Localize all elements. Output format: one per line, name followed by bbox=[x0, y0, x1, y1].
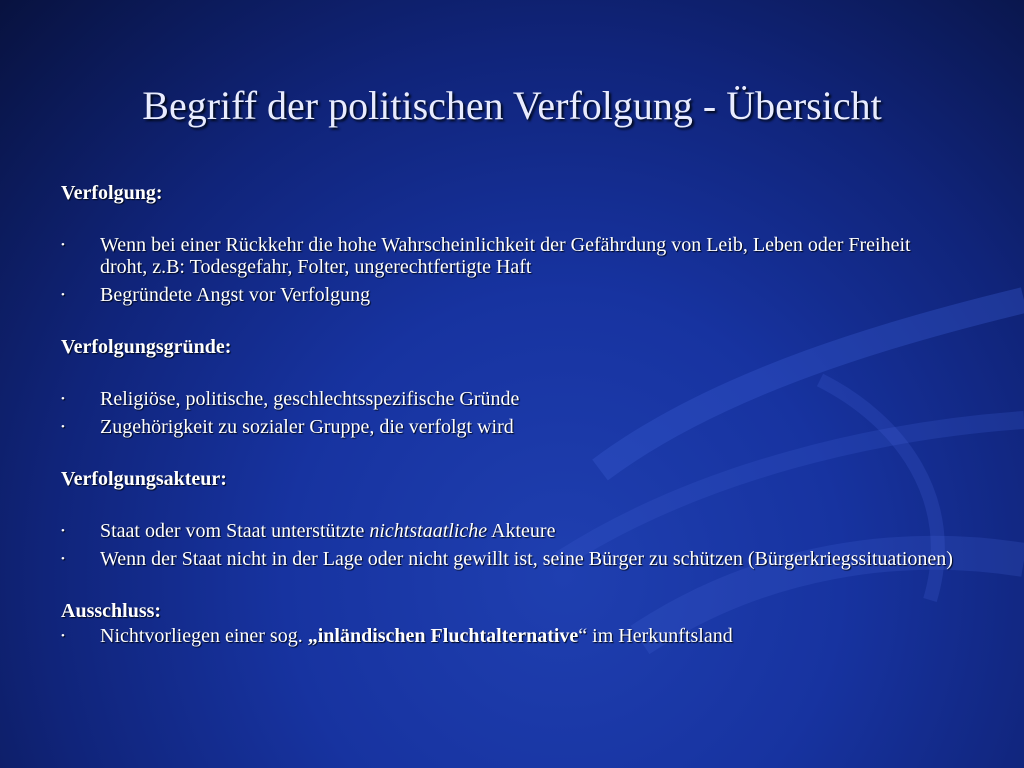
bullet-icon: • bbox=[61, 553, 65, 565]
list-item bbox=[61, 388, 961, 410]
bold-term: „inländischen Fluchtalternative bbox=[307, 625, 579, 647]
slide-title: Begriff der politischen Verfolgung - Übersicht bbox=[142, 83, 882, 128]
italic-term: nichtstaatliche bbox=[369, 520, 488, 542]
list-item-text: Wenn der Staat nicht in der Lage oder nicht gewillt ist, seine Bürger zu schützen (Bürgerkriegssituationen) bbox=[100, 548, 953, 570]
section-heading-verfolgungsakteur: Verfolgungsakteur: bbox=[61, 468, 227, 490]
list-item bbox=[61, 234, 961, 278]
bullet-icon: • bbox=[61, 421, 65, 433]
list-item bbox=[61, 284, 961, 306]
list-item bbox=[61, 548, 961, 570]
list-item-text: Religiöse, politische, geschlechtsspezifische Gründe bbox=[100, 388, 520, 410]
verfolgungsakteur-list bbox=[61, 520, 961, 570]
list-item-text: Wenn bei einer Rückkehr die hohe Wahrscheinlichkeit der Gefährdung von Leib, Leben oder Freiheit droht, z.B: Todesgefahr, Folter, ungerechtfertigte Haft bbox=[100, 234, 911, 278]
bullet-icon: • bbox=[61, 630, 65, 642]
bullet-icon: • bbox=[61, 393, 65, 405]
verfolgung-list bbox=[61, 234, 961, 306]
bullet-icon: • bbox=[61, 525, 65, 537]
section-heading-ausschluss: Ausschluss: bbox=[61, 600, 162, 622]
verfolgungsgruende-list bbox=[61, 388, 961, 438]
bullet-icon: • bbox=[61, 289, 65, 301]
list-item bbox=[61, 520, 961, 542]
list-item bbox=[61, 625, 961, 647]
section-heading-verfolgung: Verfolgung: bbox=[61, 182, 163, 204]
section-heading-verfolgungsgruende: Verfolgungsgründe: bbox=[61, 336, 232, 358]
list-item bbox=[61, 416, 961, 438]
list-item-text: Begründete Angst vor Verfolgung bbox=[100, 284, 371, 306]
list-item-text: Nichtvorliegen einer sog. „inländischen Fluchtalternative“ im Herkunftsland bbox=[100, 625, 733, 647]
slide-content bbox=[61, 182, 961, 653]
bullet-icon: • bbox=[61, 239, 65, 251]
list-item-text: Staat oder vom Staat unterstützte nichtstaatliche Akteure bbox=[100, 520, 556, 542]
list-item-text: Zugehörigkeit zu sozialer Gruppe, die verfolgt wird bbox=[100, 416, 514, 438]
ausschluss-list bbox=[61, 625, 961, 647]
